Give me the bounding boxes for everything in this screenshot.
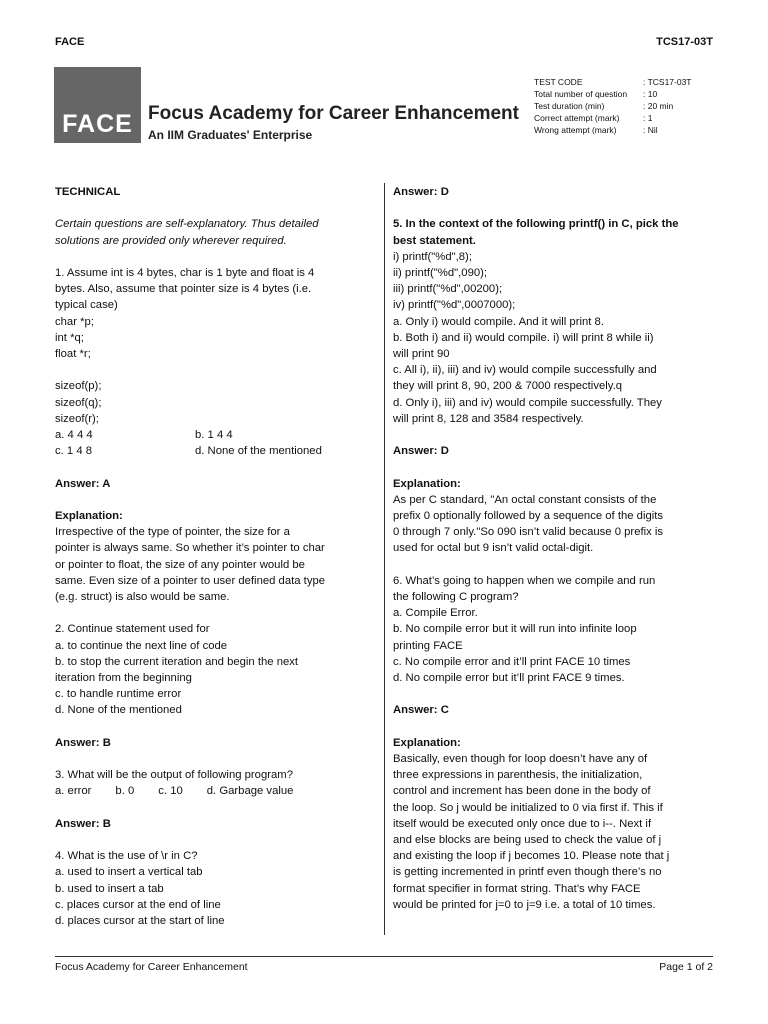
- meta-value: : TCS17-03T: [643, 77, 692, 87]
- answer-6: Answer: C: [393, 704, 449, 717]
- question-1-code: sizeof(p); sizeof(q); sizeof(r); a. 4 4 4 b. 1 4 4 c. 1 4 8 d. None of the mentioned: [55, 378, 373, 459]
- option: b. 1 4 4: [195, 429, 233, 441]
- answer-3: Answer: B: [55, 817, 111, 830]
- meta-row: [534, 124, 692, 136]
- intro-text: Certain questions are self-explanatory. Thus detailed solutions are provided only wherever required.: [55, 218, 319, 247]
- option: d. Garbage value: [206, 785, 294, 798]
- brand-title: Focus Academy for Career Enhancement: [148, 103, 519, 124]
- header-right: TCS17-03T: [656, 36, 713, 48]
- meta-key: TEST CODE: [534, 77, 583, 87]
- option: d. None of the mentioned: [195, 445, 322, 458]
- option: a. error: [55, 785, 92, 798]
- question-3: 3. What will be the output of following program? a. error b. 0 c. 10 d. Garbage value: [55, 767, 373, 799]
- logo-text: FACE: [62, 110, 133, 138]
- column-divider: [384, 183, 385, 935]
- question-6: 6. What’s going to happen when we compile and run the following C program? a. Compile Error. b. No compile error but it will run into infinite loop printing FACE c. No compile error and it’ll print FACE 10 times d. No compile error but it’ll print FACE 9 times.: [393, 574, 656, 685]
- question-2: 2. Continue statement used for a. to continue the next line of code b. to stop the current iteration and begin the next iteration from the beginning c. to handle runtime error d. None of the mentioned: [55, 623, 299, 717]
- answer-2: Answer: B: [55, 736, 111, 749]
- header-left: FACE: [55, 36, 85, 48]
- question-3-options: [55, 783, 373, 799]
- question-1-options: [55, 427, 373, 459]
- right-column: [393, 184, 717, 929]
- meta-value: : 10: [643, 89, 658, 99]
- page-number: Page 1 of 2: [659, 961, 713, 973]
- face-logo: [54, 67, 141, 143]
- meta-value: : 1: [643, 113, 653, 123]
- meta-key: Correct attempt (mark): [534, 113, 620, 123]
- question-4: 4. What is the use of \r in C? a. used to insert a vertical tab b. used to insert a tab c. places cursor at the end of line d. places cursor at the start of line: [55, 850, 225, 927]
- meta-row: [534, 88, 692, 100]
- section-heading: TECHNICAL: [55, 186, 121, 198]
- left-column: [55, 184, 373, 945]
- explanation-6: Explanation: Basically, even though for loop doesn’t have any of three expressions in parenthesis, the initialization, control and increment has been done in the body of the loop. So j would be initialized to 0 via first if. This if itself would be executed only once due to i--. Next if and else blocks are being used to check the value of j and existing the loop if j becomes 10. Please note that j is getting incremented in printf even though there’s no format specifier in format string. That’s why FACE would be printed for j=0 to j=9 i.e. a total of 10 times.: [393, 736, 670, 911]
- question-5: 5. In the context of the following printf() in C, pick the best statement. i) printf("%d",8); ii) printf("%d",090); iii) printf("%d",00200); iv) printf("%d",0007000); a. Only i) would compile. And it will print 8. b. Both i) and ii) would compile. i) will print 8 while ii) will print 90 c. All i), ii), iii) and iv) would compile successfully and they will print 8, 90, 200 & 7000 respectively.q d. Only i), iii) and iv) would compile successfully. They will print 8, 128 and 3584 respectively.: [393, 218, 679, 425]
- meta-row: [534, 112, 692, 124]
- explanation-1: Explanation: Irrespective of the type of pointer, the size for a pointer is always same. So whether it’s pointer to char or pointer to float, the size of any pointer would be same. Even size of a pointer to user defined data type (e.g. struct) is also would be same.: [55, 509, 326, 603]
- answer-1: Answer: A: [55, 477, 111, 490]
- question-1: 1. Assume int is 4 bytes, char is 1 byte and float is 4 bytes. Also, assume that pointer size is 4 bytes (i.e. typical case) char *p; int *q; float *r;: [55, 266, 315, 360]
- meta-value: : Nil: [643, 125, 658, 135]
- meta-row: [534, 100, 692, 112]
- option: a. 4 4 4: [55, 429, 93, 441]
- answer-4: Answer: D: [393, 186, 449, 198]
- footer-divider: [55, 956, 713, 957]
- meta-key: Total number of question: [534, 89, 628, 99]
- explanation-5: Explanation: As per C standard, "An octal constant consists of the prefix 0 optionally followed by a sequence of the digits 0 through 7 only."So 090 isn’t valid because 0 prefix is used for octal but 9 isn’t valid octal-digit.: [393, 477, 664, 555]
- answer-5: Answer: D: [393, 445, 449, 458]
- test-meta-table: [534, 76, 692, 136]
- option: c. 10: [158, 785, 183, 798]
- meta-value: : 20 min: [643, 101, 674, 111]
- option: c. 1 4 8: [55, 445, 93, 458]
- meta-row: [534, 76, 692, 88]
- option: b. 0: [115, 785, 135, 798]
- meta-key: Wrong attempt (mark): [534, 125, 617, 135]
- footer-left: Focus Academy for Career Enhancement: [55, 961, 248, 973]
- brand-subtitle: An IIM Graduates' Enterprise: [148, 128, 313, 142]
- meta-key: Test duration (min): [534, 101, 605, 111]
